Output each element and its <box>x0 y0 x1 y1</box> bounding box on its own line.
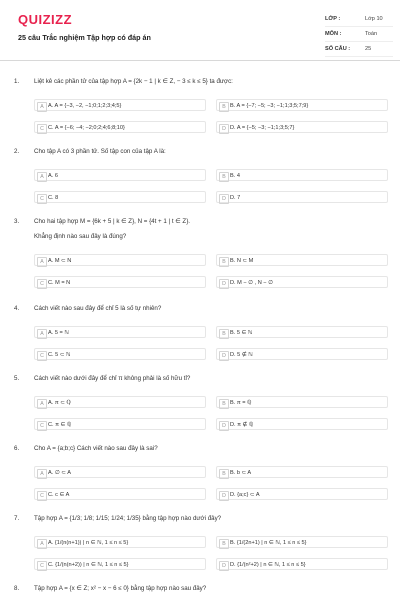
meta-class <box>325 12 393 27</box>
answer-option-b[interactable] <box>216 99 388 111</box>
option-letter-box: C <box>37 194 47 204</box>
option-letter-box: B <box>219 172 229 182</box>
option-letter-box: A <box>37 469 47 479</box>
answer-option-c[interactable] <box>34 488 206 500</box>
answer-option-c[interactable] <box>34 276 206 288</box>
answer-option-c[interactable] <box>34 191 206 203</box>
answer-option-d[interactable] <box>216 348 388 360</box>
meta-label: LỚP : <box>325 16 341 22</box>
answer-option-c[interactable] <box>34 558 206 570</box>
option-text: A. {1/(n(n+1)) | n ∈ ℕ, 1 ≤ n ≤ 5} <box>48 539 129 546</box>
option-text: B. N ⊂ M <box>230 257 254 264</box>
question-text: Cho tập A có 3 phần tử. Số tập con của tập A là: <box>34 148 166 155</box>
answer-option-b[interactable] <box>216 254 388 266</box>
option-text: A. 6 <box>48 172 58 179</box>
option-letter-box: A <box>37 172 47 182</box>
question-number: 1. <box>14 78 20 85</box>
question-text: Tập hợp A = {1/3; 1/8; 1/15; 1/24; 1/35} bằng tập hợp nào dưới đây? <box>34 515 222 522</box>
answer-option-a[interactable] <box>34 396 206 408</box>
option-letter-box: D <box>219 561 229 571</box>
option-letter-box: B <box>219 329 229 339</box>
answer-option-c[interactable] <box>34 348 206 360</box>
option-text: D. 7 <box>230 194 241 201</box>
option-text: C. π ∈ ℚ <box>48 421 72 428</box>
answer-option-d[interactable] <box>216 276 388 288</box>
option-text: C. A = {−6; −4; −2;0;2;4;6;8;10} <box>48 124 125 131</box>
header <box>0 0 400 61</box>
option-letter-box: D <box>219 491 229 501</box>
option-text: B. 4 <box>230 172 240 179</box>
question-number: 3. <box>14 218 20 225</box>
option-text: C. 5 ⊂ ℕ <box>48 351 71 358</box>
option-text: B. 5 ∈ ℕ <box>230 329 253 336</box>
answer-option-a[interactable] <box>34 466 206 478</box>
meta-label: SỐ CÂU : <box>325 46 351 52</box>
answer-option-a[interactable] <box>34 326 206 338</box>
answer-option-a[interactable] <box>34 169 206 181</box>
answer-option-b[interactable] <box>216 466 388 478</box>
option-letter-box: D <box>219 124 229 134</box>
answer-option-b[interactable] <box>216 326 388 338</box>
option-letter-box: B <box>219 539 229 549</box>
answer-option-a[interactable] <box>34 99 206 111</box>
option-letter-box: A <box>37 399 47 409</box>
option-letter-box: D <box>219 194 229 204</box>
option-text: D. A = {−5; −3; −1;1;3;5;7} <box>230 124 295 131</box>
option-letter-box: B <box>219 469 229 479</box>
option-letter-box: B <box>219 399 229 409</box>
answer-option-a[interactable] <box>34 536 206 548</box>
meta-value: 25 <box>365 46 372 52</box>
option-letter-box: B <box>219 102 229 112</box>
question-number: 7. <box>14 515 20 522</box>
question-number: 5. <box>14 375 20 382</box>
option-text: A. 5 = ℕ <box>48 329 69 336</box>
option-letter-box: C <box>37 351 47 361</box>
question-number: 2. <box>14 148 20 155</box>
option-letter-box: B <box>219 257 229 267</box>
option-letter-box: C <box>37 124 47 134</box>
option-letter-box: C <box>37 561 47 571</box>
question-number: 8. <box>14 585 20 592</box>
brand-logo: QUIZIZZ <box>18 12 73 27</box>
option-text: A. A = {−3, −2, −1;0;1;2;3;4;5} <box>48 102 122 109</box>
answer-option-b[interactable] <box>216 169 388 181</box>
option-text: B. π = ℚ <box>230 399 252 406</box>
option-text: C. {1/(n(n+2)) | n ∈ ℕ, 1 ≤ n ≤ 5} <box>48 561 129 568</box>
option-text: D. {a;c} ⊂ A <box>230 491 260 498</box>
option-letter-box: D <box>219 279 229 289</box>
question-text: Cho hai tập hợp M = {6k + 5 | k ∈ Z}, N = {4t + 1 | t ∈ Z}. <box>34 218 190 225</box>
option-text: C. 8 <box>48 194 59 201</box>
option-letter-box: A <box>37 257 47 267</box>
option-letter-box: C <box>37 421 47 431</box>
answer-option-c[interactable] <box>34 121 206 133</box>
answer-option-c[interactable] <box>34 418 206 430</box>
option-letter-box: C <box>37 491 47 501</box>
question-text: Tập hợp A = {x ∈ Z; x² − x − 6 ≤ 0} bằng tập hợp nào sau đây? <box>34 585 207 592</box>
answer-option-d[interactable] <box>216 191 388 203</box>
question-text: Cách viết nào sau đây để chỉ 5 là số tự nhiên? <box>34 305 162 312</box>
question-text: Cho A = {a;b;c} Cách viết nào sau đây là sai? <box>34 445 158 452</box>
option-letter-box: A <box>37 102 47 112</box>
document-title: 25 câu Trắc nghiệm Tập hợp có đáp án <box>18 33 151 42</box>
option-text: A. M ⊂ N <box>48 257 72 264</box>
answer-option-b[interactable] <box>216 396 388 408</box>
option-text: D. π ∉ ℚ <box>230 421 254 428</box>
option-letter-box: D <box>219 421 229 431</box>
option-text: D. M − ∅ , N − ∅ <box>230 279 274 286</box>
answer-option-d[interactable] <box>216 418 388 430</box>
option-letter-box: A <box>37 539 47 549</box>
answer-option-a[interactable] <box>34 254 206 266</box>
question-number: 4. <box>14 305 20 312</box>
option-text: A. π ⊂ ℚ <box>48 399 71 406</box>
option-text: D. {1/(n²+2) | n ∈ ℕ, 1 ≤ n ≤ 5} <box>230 561 306 568</box>
meta-subject <box>325 27 393 42</box>
meta-value: Lớp 10 <box>365 16 383 22</box>
option-text: B. A = {−7; −5; −3; −1;1;3;5;7;9} <box>230 102 309 109</box>
option-text: C. c ∈ A <box>48 491 70 498</box>
option-letter-box: D <box>219 351 229 361</box>
option-text: D. 5 ∉ ℕ <box>230 351 253 358</box>
option-text: B. {1/(2n+1) | n ∈ ℕ, 1 ≤ n ≤ 5} <box>230 539 307 546</box>
option-letter-box: A <box>37 329 47 339</box>
answer-option-d[interactable] <box>216 488 388 500</box>
meta-count <box>325 42 393 57</box>
meta-label: MÔN : <box>325 31 342 37</box>
question-number: 6. <box>14 445 20 452</box>
answer-option-d[interactable] <box>216 121 388 133</box>
answer-option-d[interactable] <box>216 558 388 570</box>
question-text: Cách viết nào dưới đây để chỉ π không phải là số hữu tỉ? <box>34 375 191 382</box>
answer-option-b[interactable] <box>216 536 388 548</box>
question-text-line2: Khẳng định nào sau đây là đúng? <box>34 233 127 240</box>
option-letter-box: C <box>37 279 47 289</box>
meta-box <box>325 12 393 57</box>
meta-value: Toán <box>365 31 378 37</box>
question-text: Liệt kê các phần tử của tập hợp A = {2k − 1 | k ∈ Z, − 3 ≤ k ≤ 5} ta được: <box>34 78 233 85</box>
option-text: A. ∅ ⊂ A <box>48 469 71 476</box>
option-text: C. M = N <box>48 279 71 286</box>
option-text: B. b ⊂ A <box>230 469 252 476</box>
